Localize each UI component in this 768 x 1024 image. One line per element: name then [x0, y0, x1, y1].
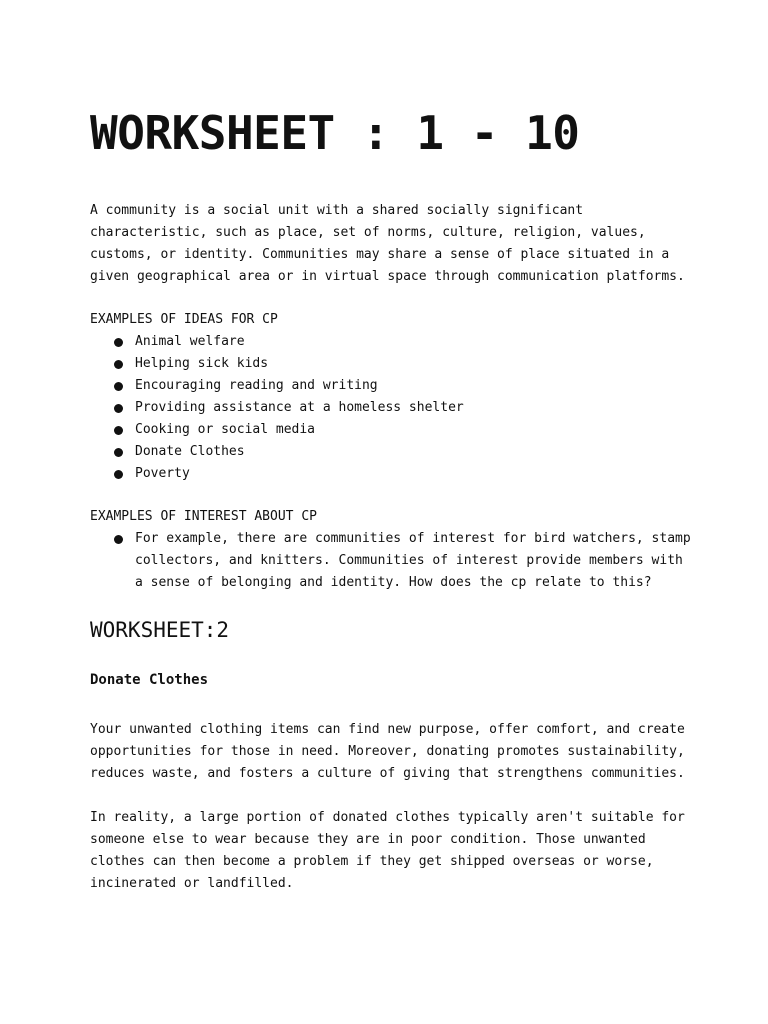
- list-item-text: Helping sick kids: [135, 356, 269, 371]
- list-item: [114, 397, 695, 419]
- list-item: [114, 441, 695, 463]
- list-item-text: Donate Clothes: [135, 444, 245, 459]
- bullet-icon: [114, 382, 123, 391]
- bullet-icon: [114, 535, 123, 544]
- list-item: [114, 331, 695, 353]
- list-item-text: Encouraging reading and writing: [135, 378, 378, 393]
- bullet-icon: [114, 426, 123, 435]
- list-item-text: For example, there are communities of interest for bird watchers, stamp collectors, and knitters. Communities of interest provide members with a sense of belonging and identity. How does the cp relate to this?: [135, 531, 691, 590]
- worksheet-2-subtitle: Donate Clothes: [90, 672, 209, 688]
- list-item-text: Providing assistance at a homeless shelter: [135, 400, 464, 415]
- list-item: [114, 375, 695, 397]
- ideas-heading: EXAMPLES OF IDEAS FOR CP: [90, 312, 278, 327]
- list-item: [114, 528, 695, 594]
- bullet-icon: [114, 360, 123, 369]
- list-item: [114, 353, 695, 375]
- ideas-list: [90, 331, 688, 485]
- bullet-icon: [114, 404, 123, 413]
- list-item-text: Poverty: [135, 466, 190, 481]
- list-item: [114, 419, 695, 441]
- list-item: [114, 463, 695, 485]
- page-title: WORKSHEET : 1 - 10: [90, 106, 580, 160]
- worksheet-2-title: WORKSHEET:2: [90, 618, 230, 642]
- list-item-text: Cooking or social media: [135, 422, 316, 437]
- list-item-text: Animal welfare: [135, 334, 245, 349]
- interest-list: [90, 528, 691, 594]
- bullet-icon: [114, 338, 123, 347]
- bullet-icon: [114, 470, 123, 479]
- interest-heading: EXAMPLES OF INTEREST ABOUT CP: [90, 509, 317, 524]
- body-paragraph: Your unwanted clothing items can find new purpose, offer comfort, and create opportunities for those in need. Moreover, donating promotes sustainability, reduces waste, and fosters a culture of giving that strengthens communities.: [90, 722, 685, 781]
- intro-paragraph: A community is a social unit with a shared socially significant characteristic, such as place, set of norms, culture, religion, values, customs, or identity. Communities may share a sense of place situated in a given geographical area or in virtual space through communication platforms.: [90, 203, 685, 284]
- body-paragraph: In reality, a large portion of donated clothes typically aren't suitable for someone else to wear because they are in poor condition. Those unwanted clothes can then become a problem if they get shipped overseas or worse, incinerated or landfilled.: [90, 810, 685, 891]
- bullet-icon: [114, 448, 123, 457]
